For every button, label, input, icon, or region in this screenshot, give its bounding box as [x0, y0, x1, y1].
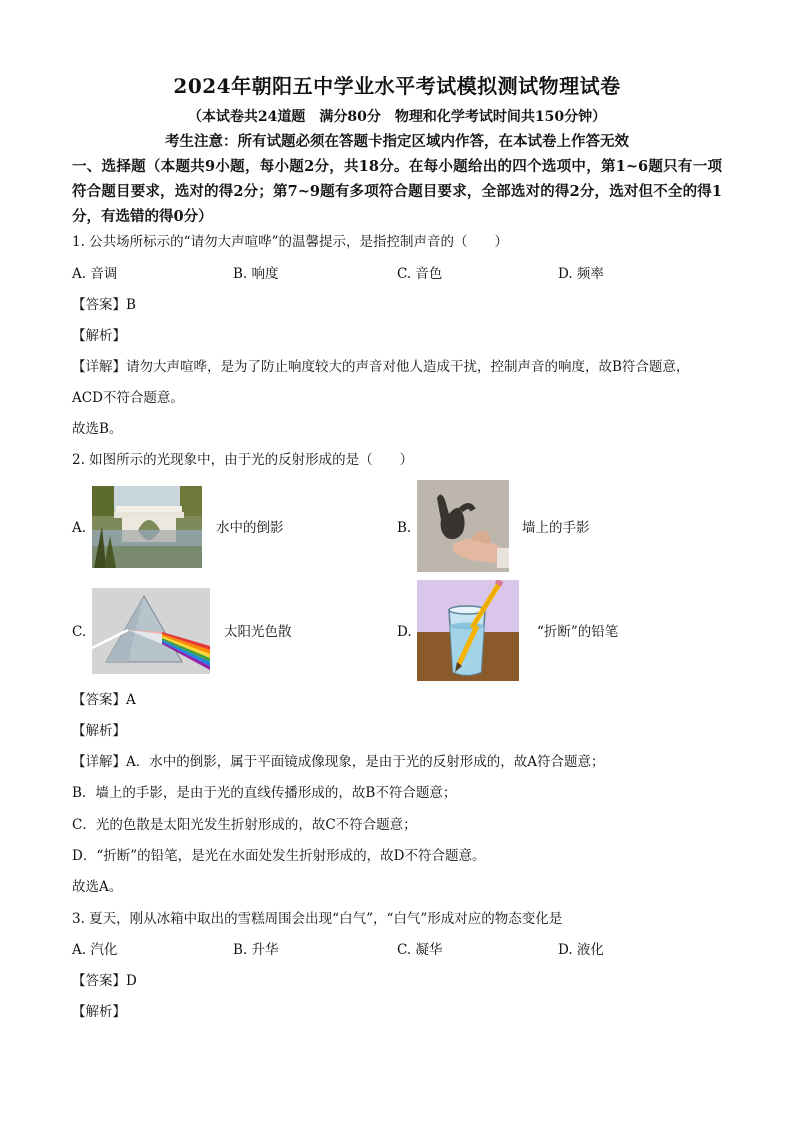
q2-option-b-caption: 墙上的手影	[522, 520, 590, 536]
q1-option-b: B. 响度	[233, 266, 279, 282]
question-3-stem: 3. 夏天，刚从冰箱中取出的雪糕周围会出现“白气”，“白气”形成对应的物态变化是	[72, 911, 563, 927]
q2-option-d-letter: D.	[397, 624, 412, 640]
q2-answer: 【答案】A	[72, 692, 136, 708]
q2-option-c-letter: C.	[72, 624, 87, 640]
q1-option-a: A. 音调	[72, 266, 118, 282]
section-heading: 一、选择题（本题共9小题，每小题2分，共18分。在每小题给出的四个选项中，第1~6题只有一项符合题目要求，选对的得2分；第7~9题有多项符合题目要求，全部选对的得2分，选对但不全的得1分，有选错的得0分）	[72, 158, 722, 225]
q1-analysis: 【解析】	[72, 328, 126, 344]
q2-option-a-caption: 水中的倒影	[216, 520, 284, 536]
q1-option-d: D. 频率	[558, 266, 604, 282]
q3-option-c: C. 凝华	[397, 942, 443, 958]
q1-option-c: C. 音色	[397, 266, 443, 282]
exam-subtitle: （本试卷共24道题 满分80分 物理和化学考试时间共150分钟）	[187, 109, 607, 125]
q3-answer: 【答案】D	[72, 973, 137, 989]
exam-notice: 考生注意：所有试题必须在答题卡指定区域内作答，在本试卷上作答无效	[165, 133, 629, 150]
q2-option-c-caption: 太阳光色散	[224, 624, 292, 640]
q2-option-b-letter: B.	[397, 520, 412, 536]
q2-option-d-caption: “折断”的铅笔	[537, 624, 619, 640]
hand-shadow-photo-icon	[417, 480, 509, 572]
q2-detail-line-4: D．“折断”的铅笔，是光在水面处发生折射形成的，故D不符合题意。	[72, 848, 486, 864]
q2-detail-line-3: C．光的色散是太阳光发生折射形成的，故C不符合题意；	[72, 817, 417, 833]
question-1-stem: 1. 公共场所标示的“请勿大声喧哗”的温馨提示，是指控制声音的（ ）	[72, 234, 508, 250]
q1-detail-line-2: ACD不符合题意。	[72, 390, 184, 406]
q2-analysis: 【解析】	[72, 723, 126, 739]
pencil-in-water-illustration-icon	[417, 580, 519, 681]
q2-option-a-letter: A.	[72, 520, 87, 536]
q2-conclusion: 故选A。	[72, 879, 123, 895]
q3-option-d: D. 液化	[558, 942, 604, 958]
q2-detail-line-1: 【详解】A．水中的倒影，属于平面镜成像现象，是由于光的反射形成的，故A符合题意；	[72, 754, 605, 770]
q3-option-b: B. 升华	[233, 942, 279, 958]
q2-detail-line-2: B．墙上的手影，是由于光的直线传播形成的，故B不符合题意；	[72, 785, 457, 801]
q3-option-a: A. 汽化	[72, 942, 118, 958]
q1-conclusion: 故选B。	[72, 421, 123, 437]
question-2-stem: 2. 如图所示的光现象中，由于光的反射形成的是（ ）	[72, 452, 414, 468]
page-title: 2024年朝阳五中学业水平考试模拟测试物理试卷	[173, 74, 621, 98]
q1-answer: 【答案】B	[72, 297, 136, 313]
q3-analysis: 【解析】	[72, 1004, 126, 1020]
bridge-reflection-photo-icon	[92, 486, 202, 568]
q1-detail-line-1: 【详解】请勿大声喧哗，是为了防止响度较大的声音对他人造成干扰，控制声音的响度，故B符合题意，	[72, 359, 690, 375]
prism-dispersion-illustration-icon	[92, 588, 210, 674]
